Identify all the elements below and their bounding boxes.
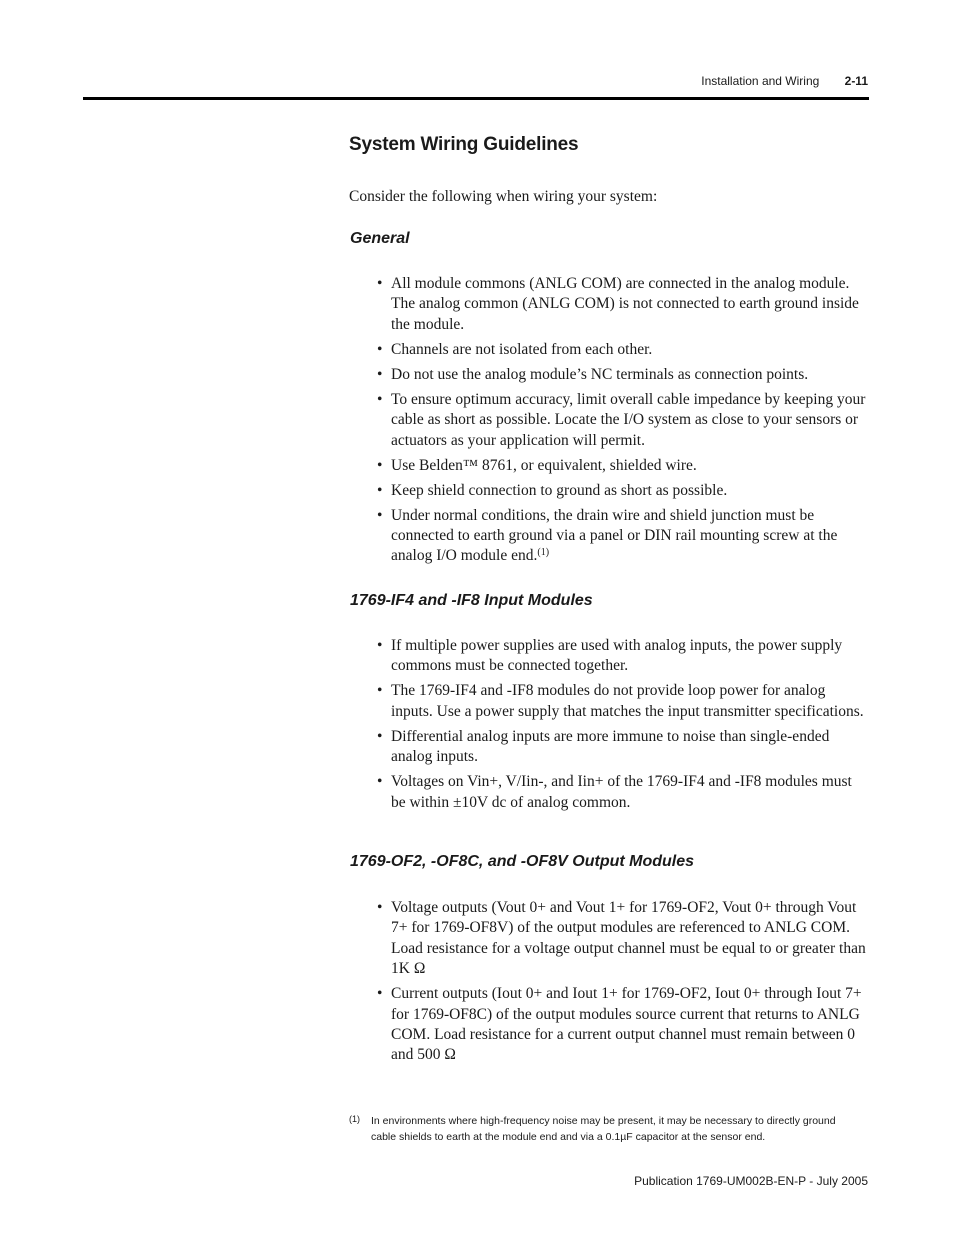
- footnote: [349, 1113, 859, 1145]
- intro-paragraph: Consider the following when wiring your system:: [349, 188, 658, 205]
- list-item: • Do not use the analog module’s NC terminals as connection points.: [377, 365, 869, 385]
- input-modules-heading: 1769-IF4 and -IF8 Input Modules: [350, 592, 593, 609]
- list-item: • Keep shield connection to ground as short as possible.: [377, 481, 869, 501]
- footnote-reference: (1): [537, 547, 550, 559]
- list-item: • To ensure optimum accuracy, limit overall cable impedance by keeping your cable as short as possible. Locate the I/O system as close to your sensors or actuators as your application will permit.: [377, 390, 869, 451]
- list-item: • If multiple power supplies are used with analog inputs, the power supply commons must be connected together.: [377, 636, 869, 677]
- general-heading: General: [350, 230, 410, 247]
- page-footer: Publication 1769-UM002B-EN-P - July 2005: [634, 1174, 868, 1188]
- output-modules-heading: 1769-OF2, -OF8C, and -OF8V Output Modules: [350, 853, 695, 870]
- list-item: • Voltages on Vin+, V/Iin-, and Iin+ of the 1769-IF4 and -IF8 modules must be within ±10V dc of analog common.: [377, 772, 869, 813]
- list-item: • Use Belden™ 8761, or equivalent, shielded wire.: [377, 456, 869, 476]
- list-item: • Voltage outputs (Vout 0+ and Vout 1+ for 1769-OF2, Vout 0+ through Vout 7+ for 1769-OF8V) of the output modules are referenced to ANLG COM. Load resistance for a voltage output channel must be equal to or greater than 1K Ω: [377, 898, 869, 980]
- list-item: • Under normal conditions, the drain wire and shield junction must be connected to earth ground via a panel or DIN rail mounting screw at the analog I/O module end.$^{(1)}$: [377, 506, 869, 567]
- output-modules-list: [377, 898, 869, 1070]
- input-modules-list: [377, 636, 869, 818]
- list-item: • Channels are not isolated from each other.: [377, 340, 869, 360]
- list-item: • All module commons (ANLG COM) are connected in the analog module. The analog common (ANLG COM) is not connected to earth ground inside the module.: [377, 274, 869, 335]
- list-item: • Differential analog inputs are more immune to noise than single-ended analog inputs.: [377, 727, 869, 768]
- footnote-text: In environments where high-frequency noise may be present, it may be necessary to directly ground cable shields to earth at the module end and via a 0.1µF capacitor at the sensor end.: [371, 1115, 836, 1143]
- footnote-mark: (1): [349, 1114, 360, 1124]
- general-list: [377, 274, 869, 571]
- list-item: • The 1769-IF4 and -IF8 modules do not provide loop power for analog inputs. Use a power supply that matches the input transmitter specifications.: [377, 681, 869, 722]
- page-title: System Wiring Guidelines: [349, 134, 579, 155]
- list-item: • Current outputs (Iout 0+ and Iout 1+ for 1769-OF2, Iout 0+ through Iout 7+ for 1769-OF8C) of the output modules source current that returns to ANLG COM. Load resistance for a current output channel must remain between 0 and 500 Ω: [377, 984, 869, 1066]
- header-rule: [83, 97, 869, 100]
- header-page-number: 2-11: [844, 74, 868, 88]
- page-header: [701, 74, 868, 88]
- header-section-title: Installation and Wiring: [701, 74, 820, 88]
